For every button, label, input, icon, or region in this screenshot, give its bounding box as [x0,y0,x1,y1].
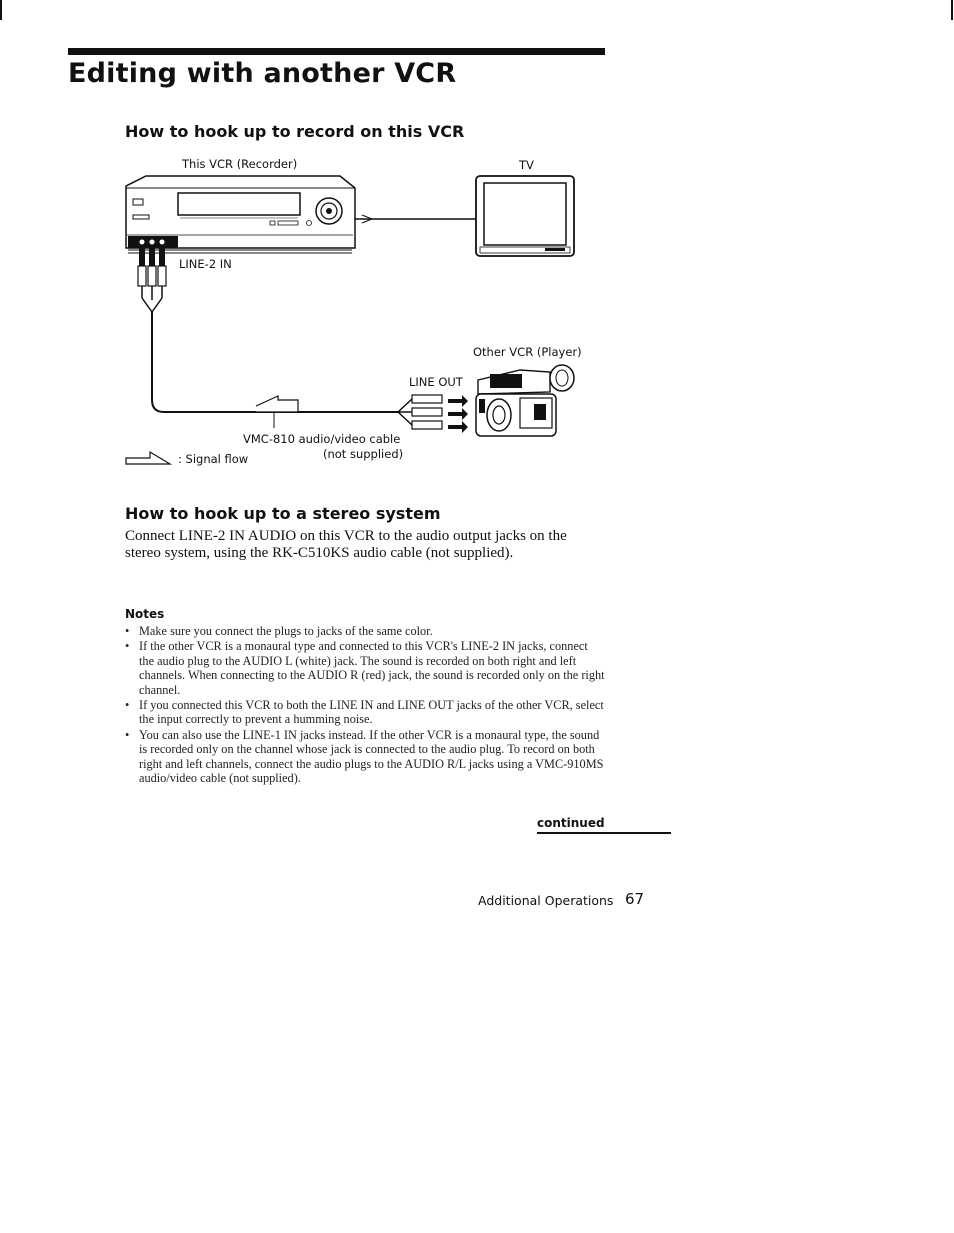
tv-label: TV [519,158,534,172]
player-label: Other VCR (Player) [473,345,582,359]
connection-diagram [120,150,600,475]
note-item: • Make sure you connect the plugs to jacks of the same color. [125,624,605,638]
stereo-instructions: Connect LINE-2 IN AUDIO on this VCR to the audio output jacks on the stereo system, using the RK-C510KS audio cable (not supplied). [125,528,567,561]
continued-rule [537,832,671,834]
section-heading-record: How to hook up to record on this VCR [125,122,465,141]
scan-edge-mark [0,0,2,20]
cable-label: VMC-810 audio/video cable [243,432,401,446]
cable-note: (not supplied) [323,447,404,461]
recorder-label: This VCR (Recorder) [182,157,298,171]
tv-icon [476,176,574,256]
player-camcorder-icon [476,365,574,436]
line-out-label: LINE OUT [409,375,463,389]
notes-heading: Notes [125,607,165,621]
notes-list [125,624,605,786]
footer-section-name: Additional Operations [478,893,614,908]
note-item: • If you connected this VCR to both the LINE IN and LINE OUT jacks of the other VCR, select the input correctly to prevent a humming noise. [125,698,605,727]
note-item: • You can also use the LINE-1 IN jacks instead. If the other VCR is a monaural type, the sound is recorded only on the channel whose jack is connected to the audio plug. To record on both right and left channels, connect the audio plugs to the AUDIO R/L jacks using a VMC-910MS audio/video cable (not supplied). [125,728,605,786]
title-rule [68,48,605,55]
page-number: 67 [625,890,645,908]
line2-in-label: LINE-2 IN [179,257,232,271]
line-out-plugs-icon [398,395,468,433]
signal-flow-legend: : Signal flow [178,452,249,466]
note-item: • If the other VCR is a monaural type and connected to this VCR's LINE-2 IN jacks, connect the audio plug to the AUDIO L (white) jack. The sound is recorded on both right and left channels. When connecting to the AUDIO R (red) jack, the sound is recorded only on the right channel. [125,639,605,697]
page-title: Editing with another VCR [68,58,457,89]
section-heading-stereo: How to hook up to a stereo system [125,504,441,523]
scan-edge-mark [951,0,953,20]
line2-plugs-icon [138,240,166,313]
continued-label: continued [537,816,605,830]
